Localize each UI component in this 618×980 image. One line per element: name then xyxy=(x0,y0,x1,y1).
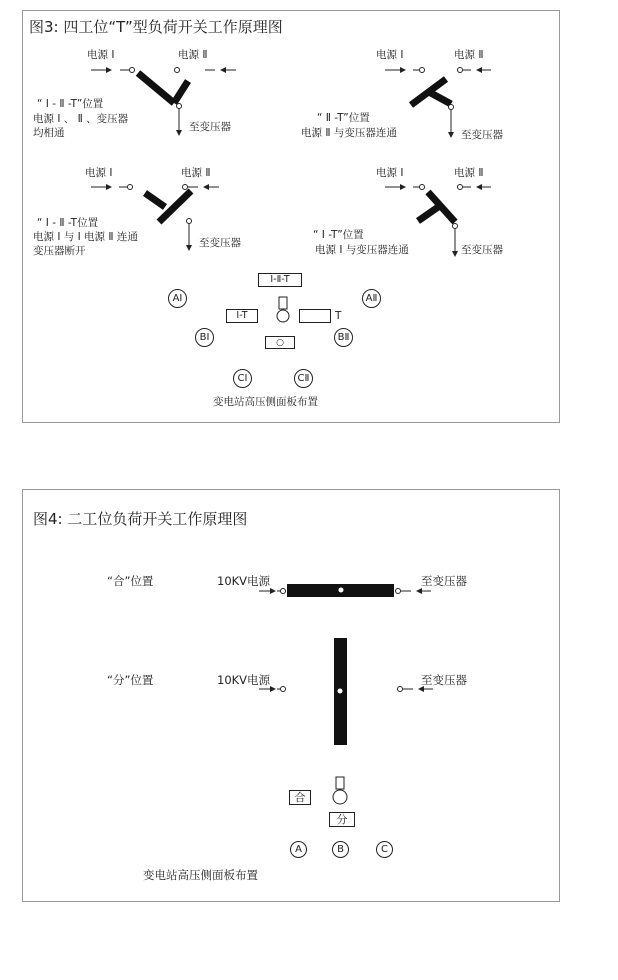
box-o: ○ xyxy=(265,336,295,349)
figure-4-title: 图4: 二工位负荷开关工作原理图 xyxy=(33,510,248,528)
q4-to-transformer: 至变压器 xyxy=(461,244,503,256)
q3-to-transformer: 至变压器 xyxy=(199,237,241,249)
circle-b1: BⅠ xyxy=(195,328,214,347)
open-position-label: “分”位置 xyxy=(107,673,154,687)
circle-b2: BⅡ xyxy=(334,328,353,347)
circle-a: A xyxy=(290,841,307,858)
q1-position-label: “ Ⅰ - Ⅱ -T”位置 xyxy=(37,98,104,110)
q1-desc-line1: 电源 Ⅰ 、 Ⅱ 、变压器 xyxy=(33,113,129,125)
circle-a2: AⅡ xyxy=(362,289,381,308)
q3-source-1-label: 电源 Ⅰ xyxy=(85,167,113,179)
q3-source-2-label: 电源 Ⅱ xyxy=(181,167,211,179)
q3-position-label: “ Ⅰ - Ⅱ -T位置 xyxy=(37,217,99,229)
figure-4-panel xyxy=(22,489,560,902)
q4-position-label: “ Ⅰ -T”位置 xyxy=(313,229,364,241)
fig4-panel-caption: 变电站高压侧面板布置 xyxy=(143,868,258,882)
q1-source-2-label: 电源 Ⅱ xyxy=(178,49,208,61)
q4-desc-line1: 电源 Ⅰ 与变压器连通 xyxy=(315,244,409,256)
circle-c2: CⅡ xyxy=(294,369,313,388)
closed-position-label: “合”位置 xyxy=(107,574,154,588)
figure-4-diagram xyxy=(23,490,559,901)
q1-desc-line2: 均相通 xyxy=(33,127,65,139)
box-i-ii-t: Ⅰ-Ⅱ-T xyxy=(258,273,302,287)
open-switch-diagram xyxy=(259,638,433,745)
q1-source-1-label: 电源 Ⅰ xyxy=(87,49,115,61)
circle-c1: CⅠ xyxy=(233,369,252,388)
q2-source-2-label: 电源 Ⅱ xyxy=(454,49,484,61)
q3-desc-line1: 电源 Ⅰ 与 Ⅰ 电源 Ⅱ 连通 xyxy=(33,231,138,243)
fig3-panel-caption: 变电站高压侧面板布置 xyxy=(213,396,318,408)
circle-c: C xyxy=(376,841,393,858)
figure-3-diagram xyxy=(23,11,559,422)
open-source-label: 10KV电源 xyxy=(217,673,271,687)
box-he: 合 xyxy=(289,790,311,805)
q2-to-transformer: 至变压器 xyxy=(461,129,503,141)
box-ii-t xyxy=(299,309,331,323)
q1-to-transformer: 至变压器 xyxy=(189,121,231,133)
q2-source-1-label: 电源 Ⅰ xyxy=(376,49,404,61)
q4-source-2-label: 电源 Ⅱ xyxy=(454,167,484,179)
box-right-t-label: T xyxy=(335,310,342,322)
circle-a1: AⅠ xyxy=(168,289,187,308)
q2-desc-line1: 电源 Ⅱ 与变压器连通 xyxy=(301,127,397,139)
box-i-t: Ⅰ-T xyxy=(226,309,258,323)
q2-switch-diagram xyxy=(385,68,491,138)
q3-desc-line2: 变压器断开 xyxy=(33,245,86,257)
closed-source-label: 10KV电源 xyxy=(217,574,271,588)
closed-switch-diagram xyxy=(259,584,431,597)
q4-source-1-label: 电源 Ⅰ xyxy=(376,167,404,179)
fig3-knob-icon xyxy=(277,297,289,322)
fig4-knob-icon xyxy=(333,777,347,804)
closed-to-transformer: 至变压器 xyxy=(421,574,467,588)
q2-position-label: “ Ⅱ -T”位置 xyxy=(317,112,370,124)
figure-3-title: 图3: 四工位“T”型负荷开关工作原理图 xyxy=(29,18,283,36)
circle-b: B xyxy=(332,841,349,858)
box-fen: 分 xyxy=(329,812,355,827)
figure-3-panel xyxy=(22,10,560,423)
open-to-transformer: 至变压器 xyxy=(421,673,467,687)
